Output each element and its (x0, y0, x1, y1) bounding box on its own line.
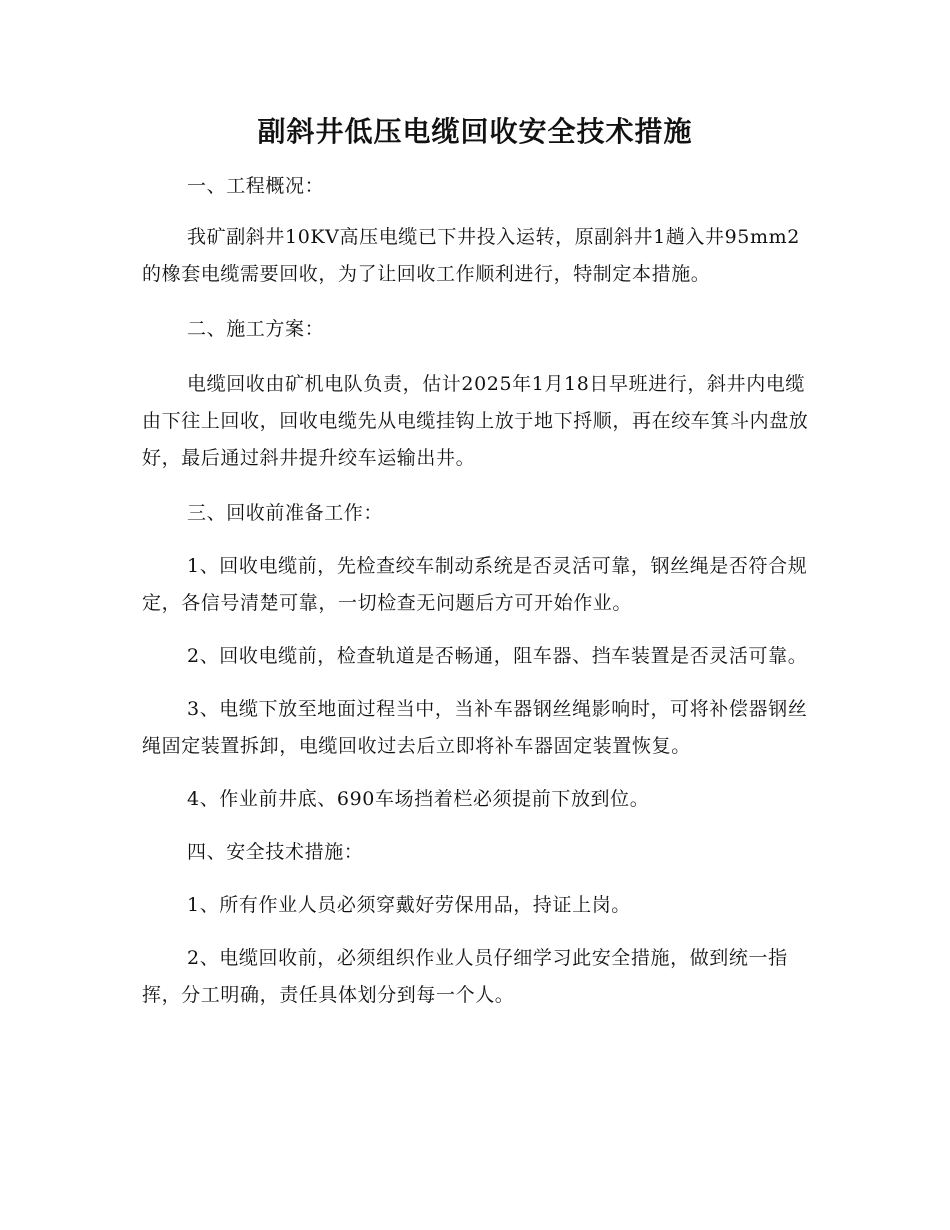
section-heading-plan: 二、施工方案： (187, 318, 325, 340)
section-heading-safety: 四、安全技术措施： (187, 841, 364, 863)
paragraph-prep-1: 1、回收电缆前，先检查绞车制动系统是否灵活可靠，钢丝绳是否符合规定，各信号清楚可靠，一切检查无问题后方可开始作业。 (142, 555, 808, 614)
paragraph-safety-2: 2、电缆回收前，必须组织作业人员仔细学习此安全措施，做到统一指挥，分工明确，责任具体划分到每一个人。 (142, 947, 788, 1006)
document-body (142, 168, 810, 1014)
paragraph-overview: 我矿副斜井10KV高压电缆已下井投入运转，原副斜井1趟入井95mm2的橡套电缆需要回收，为了让回收工作顺利进行，特制定本措施。 (142, 226, 800, 285)
section-heading-preparation: 三、回收前准备工作： (187, 502, 384, 524)
paragraph-prep-2: 2、回收电缆前，检查轨道是否畅通，阻车器、挡车装置是否灵活可靠。 (187, 645, 808, 667)
paragraph-safety-1: 1、所有作业人员必须穿戴好劳保用品，持证上岗。 (187, 894, 631, 916)
paragraph-prep-3: 3、电缆下放至地面过程当中，当补车器钢丝绳影响时，可将补偿器钢丝绳固定装置拆卸，电缆回收过去后立即将补车器固定装置恢复。 (142, 698, 808, 757)
document-title: 副斜井低压电缆回收安全技术措施 (257, 115, 693, 148)
section-heading-overview: 一、工程概况： (187, 175, 325, 197)
paragraph-plan: 电缆回收由矿机电队负责，估计2025年1月18日早班进行，斜井内电缆由下往上回收，回收电缆先从电缆挂钩上放于地下捋顺，再在绞车箕斗内盘放好，最后通过斜井提升绞车运输出井。 (142, 373, 809, 469)
paragraph-prep-4: 4、作业前井底、690车场挡着栏必须提前下放到位。 (187, 788, 650, 810)
